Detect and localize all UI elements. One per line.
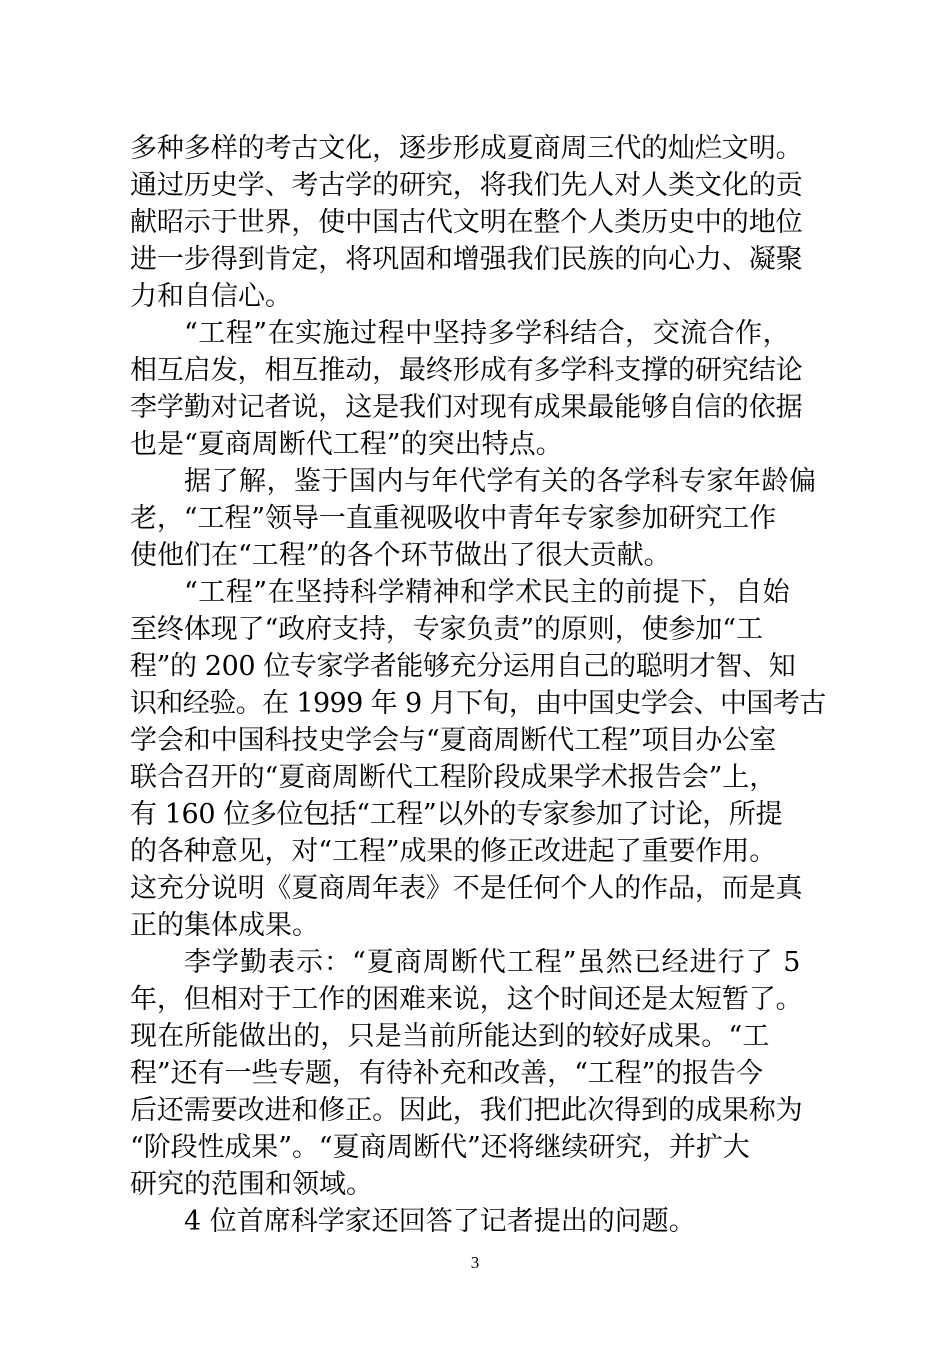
paragraph-first-line: “工程”在实施过程中坚持多学科结合，交流合作， bbox=[184, 318, 791, 349]
text-line: 正的集体成果。 bbox=[130, 910, 319, 941]
text-line: 通过历史学、考古学的研究，将我们先人对人类文化的贡 bbox=[130, 170, 803, 201]
text-line: 学会和中国科技史学会与“夏商周断代工程”项目办公室 bbox=[130, 725, 777, 756]
text-line: 老，“工程”领导一直重视吸收中青年专家参加研究工作 bbox=[130, 503, 777, 534]
text-line: 力和自信心。 bbox=[130, 281, 292, 312]
text-line: 的各种意见，对“工程”成果的修正改进起了重要作用。 bbox=[130, 836, 777, 867]
text-line: 进一步得到肯定，将巩固和增强我们民族的向心力、凝聚 bbox=[130, 244, 803, 275]
text-line: 研究的范围和领域。 bbox=[130, 1169, 373, 1200]
text-line: 有 160 位多位包括“工程”以外的专家参加了讨论，所提 bbox=[130, 799, 783, 830]
text-line: 这充分说明《夏商周年表》不是任何个人的作品，而是真 bbox=[130, 873, 803, 904]
text-line: “阶段性成果”。“夏商周断代”还将继续研究，并扩大 bbox=[130, 1132, 750, 1163]
text-line: 联合召开的“夏商周断代工程阶段成果学术报告会”上， bbox=[130, 762, 777, 793]
text-line: 程”的 200 位专家学者能够充分运用自己的聪明才智、知 bbox=[130, 651, 796, 682]
paragraph-first-line: “工程”在坚持科学精神和学术民主的前提下，自始 bbox=[184, 577, 791, 608]
text-line: 后还需要改进和修正。因此，我们把此次得到的成果称为 bbox=[130, 1095, 803, 1126]
text-line: 多种多样的考古文化，逐步形成夏商周三代的灿烂文明。 bbox=[130, 133, 803, 164]
paragraph-first-line: 李学勤表示：“夏商周断代工程”虽然已经进行了 5 bbox=[184, 947, 802, 978]
paragraph-first-line: 据了解，鉴于国内与年代学有关的各学科专家年龄偏 bbox=[184, 466, 817, 497]
text-line: 年，但相对于工作的困难来说，这个时间还是太短暂了。 bbox=[130, 984, 803, 1015]
text-line: 识和经验。在 1999 年 9 月下旬，由中国史学会、中国考古 bbox=[130, 688, 826, 719]
text-line: 现在所能做出的，只是当前所能达到的较好成果。“工 bbox=[130, 1021, 770, 1052]
text-line: 使他们在“工程”的各个环节做出了很大贡献。 bbox=[130, 540, 671, 571]
text-line: 也是“夏商周断代工程”的突出特点。 bbox=[130, 429, 563, 460]
text-line: 献昭示于世界，使中国古代文明在整个人类历史中的地位 bbox=[130, 207, 803, 238]
text-line: 程”还有一些专题，有待补充和改善，“工程”的报告今 bbox=[130, 1058, 763, 1089]
text-line: 至终体现了“政府支持，专家负责”的原则，使参加“工 bbox=[130, 614, 763, 645]
text-line: 李学勤对记者说，这是我们对现有成果最能够自信的依据 bbox=[130, 392, 803, 423]
text-line: 相互启发，相互推动，最终形成有多学科支撑的研究结论 bbox=[130, 355, 803, 386]
paragraph-first-line: 4 位首席科学家还回答了记者提出的问题。 bbox=[184, 1206, 696, 1237]
page-number: 3 bbox=[470, 1253, 480, 1272]
